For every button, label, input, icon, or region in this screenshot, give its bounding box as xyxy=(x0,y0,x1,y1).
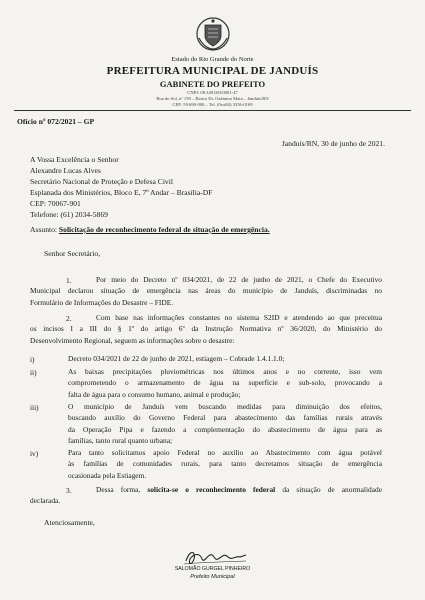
item-line: da Operação Pipa e fazendo a complementação do abastecimento de água para as xyxy=(68,424,382,434)
contact-line: CEP: 59.690-000 – Tel. (0xx84) 3356-0169 xyxy=(172,102,253,107)
oficio-number: Ofício nº 072/2021 – GP xyxy=(17,117,95,126)
address-line: Rua do Sol, nº 159 – Bairro Dr. Ozânimo Maia – Janduís/RN xyxy=(156,96,269,101)
closing: Atenciosamente, xyxy=(44,518,95,527)
list-item xyxy=(68,447,382,481)
item-line: As baixas precipitações pluviométricas nos últimos anos e no corrente, isso vem xyxy=(68,367,382,376)
paragraph-line: Desenvolvimento Regional, seguem as informações sobre o desastre: xyxy=(30,335,235,345)
paragraph-3 xyxy=(30,484,382,507)
paragraph-number: 3. xyxy=(66,486,72,495)
item-number: ii) xyxy=(30,368,37,377)
item-number: iv) xyxy=(30,449,39,458)
subject-line xyxy=(30,226,270,234)
item-line: às famílias de comunidades rurais, para tanto decretamos situação de emergência xyxy=(68,459,382,469)
paragraph-line: Municipal declarou situação de emergência nas áreas do município de Janduís, discriminadas no xyxy=(30,286,382,296)
paragraph-2 xyxy=(30,312,382,346)
paragraph-number: 2. xyxy=(66,314,72,323)
paragraph-line: declarada. xyxy=(30,496,61,506)
item-number: i) xyxy=(30,355,35,364)
letter-date: Janduís/RN, 30 de junho de 2021. xyxy=(281,139,385,148)
item-line: buscando auxílio do Governo Federal para abastecimento das famílias rurais através xyxy=(68,413,382,423)
list-item xyxy=(68,401,382,446)
coat-of-arms-icon xyxy=(195,16,231,52)
subject-label: Assunto: xyxy=(30,225,58,234)
item-line: comprometendo o armazenamento de água na superfície e sub-solo, provocando a xyxy=(68,378,382,388)
paragraph-line: os incisos I a III do § 1º do artigo 6º da Instrução Normativa nº 36/2020, do Ministério do xyxy=(30,324,382,334)
paragraph-1 xyxy=(30,274,382,308)
state-name: Estado do Rio Grande do Norte xyxy=(171,56,254,63)
item-line: O município de Janduís vem buscando medidas para diminuição dos efeitos, xyxy=(68,402,382,411)
item-line: Decreto 034/2021 de 22 de junho de 2021, estiagem – Cobrade 1.4.1.1.0; xyxy=(68,354,285,363)
item-line: falta de água para o consumo humano, animal e produção; xyxy=(68,389,241,399)
p3-text: Dessa forma, xyxy=(96,485,148,494)
list-item xyxy=(68,366,382,400)
salutation: Senhor Secretário, xyxy=(44,249,101,258)
header-divider xyxy=(14,110,411,111)
cnpj-line: CNPJ: 08.349.003/0001-47 xyxy=(187,90,238,95)
recipient-line: Esplanada dos Ministérios, Bloco E, 7º Andar – Brasília-DF xyxy=(30,188,213,197)
p3-text: da situação de anormalidade xyxy=(275,485,382,494)
item-line: ocasionada pela Estiagem. xyxy=(68,470,147,480)
p3-bold-text: solicita-se o reconhecimento federal xyxy=(147,485,276,494)
item-line: famílias, tanto rural quanto urbana; xyxy=(68,435,173,445)
item-line: Para tanto solicitamos apoio Federal no auxílio ao Abastecimento com água potável xyxy=(68,448,382,457)
recipient-line: A Vossa Excelência o Senhor xyxy=(30,155,119,164)
subject-text: Solicitação de reconhecimento federal de situação de emergência. xyxy=(58,225,270,234)
signature-name: SALOMÃO GURGEL PINHEIRO xyxy=(174,566,251,572)
paragraph-line: Por meio do Decreto nº 034/2021, de 22 de junho de 2021, o Chefe do Executivo xyxy=(96,275,382,284)
prefeitura-title: PREFEITURA MUNICIPAL DE JANDUÍS xyxy=(106,65,319,77)
paragraph-line: Formulário de Informações do Desastre – FIDE. xyxy=(30,297,174,307)
recipient-line: Secretário Nacional de Proteção e Defesa Civil xyxy=(30,177,173,186)
recipient-line: CEP: 70067-901 xyxy=(30,199,81,208)
paragraph-line: Com base nas informações constantes no sistema S2ID e atendendo ao que preceitua xyxy=(96,313,382,322)
recipient-line: Alexandre Lucas Alves xyxy=(30,166,101,175)
gabinete-title: GABINETE DO PREFEITO xyxy=(159,79,266,89)
recipient-line: Telefone: (61) 2034-5869 xyxy=(30,210,108,219)
paragraph-line xyxy=(30,484,382,495)
list-item xyxy=(68,353,382,364)
paragraph-number: 1. xyxy=(66,276,72,285)
item-number: iii) xyxy=(30,403,39,412)
signature-title: Prefeito Municipal xyxy=(190,574,235,580)
